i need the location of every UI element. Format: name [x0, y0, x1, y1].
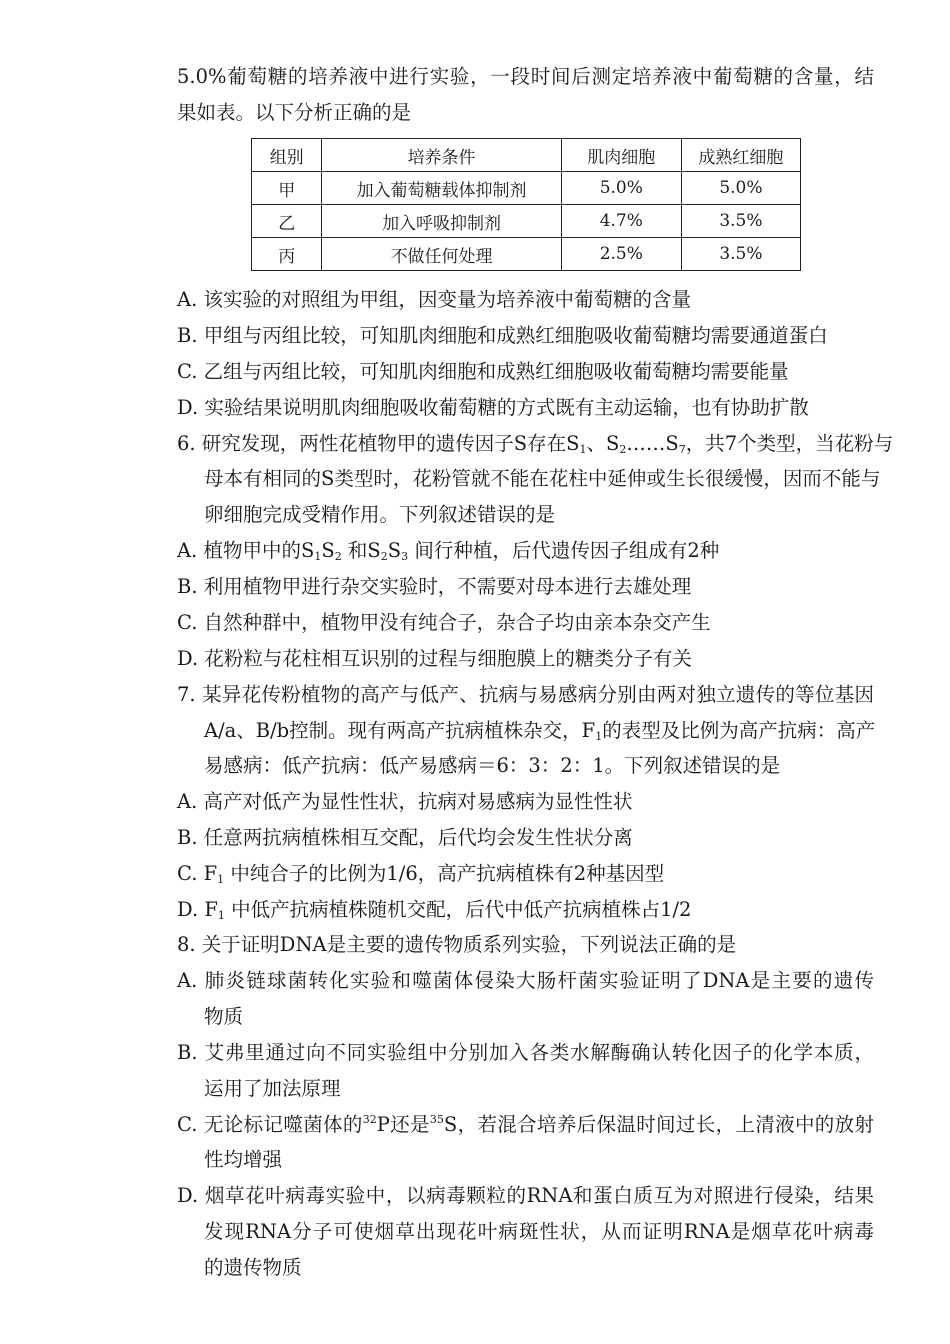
q6-text: 、S	[586, 432, 620, 455]
q8-option-d-line1: D. 烟草花叶病毒实验中，以病毒颗粒的RNA和蛋白质互为对照进行侵染，结果	[177, 1184, 874, 1207]
table-cell: 乙	[252, 205, 322, 238]
q5-option-d: D. 实验结果说明肌肉细胞吸收葡萄糖的方式既有主动运输，也有协助扩散	[177, 396, 809, 419]
header-rbc: 成熟红细胞	[681, 139, 800, 172]
table-cell: 甲	[252, 172, 322, 205]
q8-option-c-line2: 性均增强	[204, 1148, 283, 1171]
q7-option-c	[177, 861, 664, 887]
q7-stem-line3: 易感病：低产抗病：低产易感病＝6：3：2：1。下列叙述错误的是	[204, 754, 781, 777]
q6-stem-line3: 卵细胞完成受精作用。下列叙述错误的是	[204, 503, 556, 526]
subscript: 1	[314, 550, 322, 563]
q6-text: 间行种植，后代遗传因子组成有2种	[408, 539, 720, 562]
table-cell: 加入呼吸抑制剂	[322, 205, 561, 238]
subscript: 3	[401, 550, 409, 563]
table-row	[252, 205, 801, 238]
subscript: 1	[595, 730, 603, 743]
q6-stem-line1	[177, 431, 894, 457]
table-header-row	[252, 139, 801, 172]
subscript: 1	[217, 873, 225, 886]
q8-text: P还是	[376, 1113, 430, 1136]
table-cell: 丙	[252, 238, 322, 271]
subscript: 1	[217, 909, 225, 922]
q8-option-c-line1	[177, 1112, 874, 1138]
q5-option-c: C. 乙组与丙组比较，可知肌肉细胞和成熟红细胞吸收葡萄糖均需要能量	[177, 360, 789, 383]
header-condition: 培养条件	[322, 139, 561, 172]
q7-option-a: A. 高产对低产为显性性状，抗病对易感病为显性性状	[177, 790, 633, 813]
q8-option-d-line3: 的遗传物质	[204, 1256, 302, 1279]
q7-text: 的表型及比例为高产抗病：高产	[602, 719, 876, 742]
q8-option-b-line1: B. 艾弗里通过向不同实验组中分别加入各类水解酶确认转化因子的化学本质，	[177, 1041, 874, 1064]
q8-option-a-line2: 物质	[204, 1005, 244, 1028]
q6-stem-line2: 母本有相同的S类型时，花粉管就不能在花柱中延伸或生长很缓慢，因而不能与	[204, 467, 881, 490]
subscript: 2	[619, 443, 627, 456]
header-muscle: 肌肉细胞	[561, 139, 681, 172]
superscript: 32	[362, 1113, 377, 1126]
q7-stem-line1: 7. 某异花传粉植物的高产与低产、抗病与易感病分别由两对独立遗传的等位基因	[177, 683, 874, 706]
q5-stem-line2: 果如表。以下分析正确的是	[177, 101, 412, 124]
table-cell: 加入葡萄糖载体抑制剂	[322, 172, 561, 205]
q7-text: 中纯合子的比例为1/6，高产抗病植株有2种基因型	[224, 862, 665, 885]
subscript: 1	[579, 443, 587, 456]
q7-text: A/a、B/b控制。现有两高产抗病植株杂交，F	[204, 719, 596, 742]
table-cell: 3.5%	[681, 238, 800, 271]
q7-stem-line2	[204, 718, 874, 744]
q8-option-d-line2: 发现RNA分子可使烟草出现花叶病斑性状，从而证明RNA是烟草花叶病毒	[204, 1220, 874, 1243]
table-cell: 4.7%	[561, 205, 681, 238]
table-row	[252, 172, 801, 205]
q6-text: S	[387, 539, 402, 562]
subscript: 7	[678, 443, 686, 456]
table-cell: 5.0%	[681, 172, 800, 205]
q6-option-a	[177, 538, 719, 564]
q7-text: C. F	[177, 862, 218, 885]
table-row	[252, 238, 801, 271]
q6-option-c: C. 自然种群中，植物甲没有纯合子，杂合子均由亲本杂交产生	[177, 611, 711, 634]
q8-option-b-line2: 运用了加法原理	[204, 1077, 341, 1100]
table-cell: 2.5%	[561, 238, 681, 271]
q6-text: ，共7个类型，当花粉与	[685, 432, 894, 455]
q7-text: 中低产抗病植株随机交配，后代中低产抗病植株占1/2	[224, 898, 692, 921]
q6-option-d: D. 花粉粒与花柱相互识别的过程与细胞膜上的糖类分子有关	[177, 647, 692, 670]
table-cell: 不做任何处理	[322, 238, 561, 271]
header-group: 组别	[252, 139, 322, 172]
q6-option-b: B. 利用植物甲进行杂交实验时，不需要对母本进行去雄处理	[177, 575, 692, 598]
q6-text: 6. 研究发现，两性花植物甲的遗传因子S存在S	[177, 432, 580, 455]
q5-data-table	[251, 138, 801, 271]
q6-text: A. 植物甲中的S	[177, 539, 315, 562]
q6-text: 和S	[341, 539, 381, 562]
q8-text: C. 无论标记噬菌体的	[177, 1113, 363, 1136]
q6-text: S	[321, 539, 335, 562]
table-cell: 3.5%	[681, 205, 800, 238]
q5-option-b: B. 甲组与丙组比较，可知肌肉细胞和成熟红细胞吸收葡萄糖均需要通道蛋白	[177, 324, 828, 347]
q8-text: S，若混合培养后保温时间过长，上清液中的放射	[443, 1113, 874, 1136]
q8-option-a-line1: A. 肺炎链球菌转化实验和噬菌体侵染大肠杆菌实验证明了DNA是主要的遗传	[177, 969, 874, 992]
q6-text: ……S	[626, 432, 679, 455]
q7-option-b: B. 任意两抗病植株相互交配，后代均会发生性状分离	[177, 826, 633, 849]
q8-stem-line1: 8. 关于证明DNA是主要的遗传物质系列实验，下列说法正确的是	[177, 933, 737, 956]
table-cell: 5.0%	[561, 172, 681, 205]
subscript: 2	[334, 550, 342, 563]
superscript: 35	[429, 1113, 444, 1126]
q5-stem-line1: 5.0%葡萄糖的培养液中进行实验，一段时间后测定培养液中葡萄糖的含量，结	[177, 65, 874, 88]
q7-text: D. F	[177, 898, 218, 921]
q7-option-d	[177, 897, 691, 923]
subscript: 2	[380, 550, 388, 563]
q5-option-a: A. 该实验的对照组为甲组，因变量为培养液中葡萄糖的含量	[177, 288, 691, 311]
